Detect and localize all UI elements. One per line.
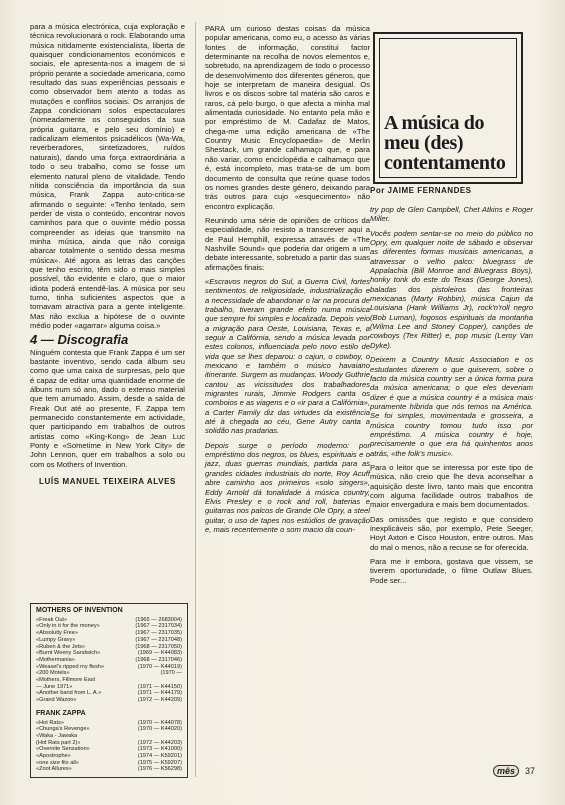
album-title: (Hot Rats part 2)» bbox=[36, 739, 81, 746]
right-paragraph-3: Deixem a Country Music Association e os estudantes dizerem o que quiserem, sobre o facto da música country ser a única forma pura da música americana; o que eles deveriam dizer é que a música country é a música mais puramente híbrida que nós temos na América. Se foi simples, movimentada e grosseira, a música country tomou tudo isso por empréstimo. A música country é hoje, precisamente o que era há quinhentos anos atrás, «the folk's music». bbox=[370, 355, 533, 458]
discography-entry bbox=[36, 630, 182, 637]
album-year-catalog: (1968 — 2317050) bbox=[135, 643, 182, 650]
album-year-catalog: (1972 — K44209) bbox=[137, 697, 182, 704]
album-title: «Ruben & the Jets» bbox=[36, 643, 86, 650]
discography-band-2: FRANK ZAPPA bbox=[36, 709, 86, 717]
album-year-catalog: (1965 — 2683004) bbox=[135, 616, 182, 623]
discography-entry bbox=[36, 664, 182, 671]
album-title: «Hot Rats» bbox=[36, 719, 64, 726]
discography-entry bbox=[36, 670, 182, 677]
discography-heading: 4 — Discografia bbox=[30, 332, 129, 348]
album-title: «Chunga's Revenge» bbox=[36, 726, 90, 733]
article-byline: Por JAIME FERNANDES bbox=[370, 186, 472, 195]
article-title-box bbox=[373, 32, 523, 184]
right-paragraph-5: Das omissões que registo e que considero inexplicáveis são, por exemplo, Pete Seeger, Hoyt Axton e Cisco Houston, entre outros. Mas do mal o menos, não a recuse se for oferecida. bbox=[370, 514, 533, 552]
discography-entry bbox=[36, 740, 182, 747]
middle-paragraph-2: Reunindo uma série de opiniões de críticos da especialidade, não resisto a transcrever aqui a de Paul Hemphill, expressa através de «The Nashville Sound» que poderia dar origem a um debate interessante, sobretudo a partir das suas afirmações finais: bbox=[205, 215, 370, 272]
album-year-catalog: (1970 — K44019) bbox=[137, 663, 182, 670]
right-column bbox=[370, 200, 533, 590]
album-title: «one size fits all» bbox=[36, 759, 79, 766]
discography-list-2 bbox=[36, 720, 182, 774]
right-paragraph-4: Para o leitor que se interessa por este tipo de música, não creio que lhe deva aconselhar a aquisição deste livro, tanto mais que encontra com alguma facilidade outros trabalhos de maior envergadura e mais bem documentados. bbox=[370, 462, 533, 510]
album-title: «Grand Wazoo» bbox=[36, 697, 77, 704]
album-year-catalog: (1967 — 2317035) bbox=[135, 630, 182, 637]
album-year-catalog: (1972 — K44203) bbox=[137, 739, 182, 746]
discography-box bbox=[30, 603, 188, 778]
middle-paragraph-1: PARA um curioso destas coisas da música popular americana, como eu, o acesso às várias fontes de informação, constitui factor determinante na recolha de novos elementos e, sobretudo, na aprendizagem de todo o processo de desenvolvimento dos diferentes géneros, que hoje se interpretam de maneira desigual. Os livros e os discos sobre tal matéria são caros e raros, cá pelo burgo, o que afecta a minha mal alimentada curiosidade. No entanto pela mão e por empréstimo de M. Cadafaz de Matos, chega-me uma edição americana de «The Country Music Encyclopaedia» de Merlin Shestack, um grande calhamaço que, e para não variar, como enciclopédia e calhamaço que é, está incompleto, mas trata-se de um bom documento de consulta que reúne quase todos os nomes grandes deste género, deixando para trás outros para cujo «esquecimento» não encontro explicação. bbox=[205, 24, 370, 211]
article-title: A música do meu (des) contentamento bbox=[384, 112, 506, 174]
discography-entry bbox=[36, 684, 182, 691]
album-title: «Mothers, Fillmore East bbox=[36, 677, 96, 684]
album-year-catalog: (1970 — K44078) bbox=[137, 719, 182, 726]
album-year-catalog: (1976 — K56298) bbox=[137, 766, 182, 773]
album-title: «Another band from L. A.» bbox=[36, 690, 102, 697]
discography-entry bbox=[36, 697, 182, 704]
left-author-byline: LUÍS MANUEL TEIXEIRA ALVES bbox=[39, 477, 176, 487]
discography-entry bbox=[36, 746, 182, 753]
middle-quote-2: Depois surge o período moderno: por empréstimo dos negros, os blues, espirituais e o jazz, duas guerras mundiais, partida para as grandes cidades industriais do norte, Roy Acuff abre caminho aos primeiros «solo singers», Eddy Arnold dá tonalidade à música country, Elvis Presley e o rock and roll, baterias e guitarras nos palcos de Grande Ole Opry, a steel guitar, o uso de tapes nos estúdios de gravação e, mais recentemente o som macio da coun- bbox=[205, 440, 370, 534]
right-paragraph-1: try pop de Glen Campbell, Chet Atkins e Roger Miller. bbox=[370, 205, 533, 224]
magazine-logo: mês bbox=[493, 765, 519, 777]
discography-entry bbox=[36, 766, 182, 773]
album-title: «Absolutly Free» bbox=[36, 630, 78, 637]
album-year-catalog: (1974 — K59201) bbox=[137, 753, 182, 760]
album-year-catalog: (1971 — K44179) bbox=[137, 690, 182, 697]
middle-column bbox=[205, 24, 370, 539]
album-title: «Freak Out» bbox=[36, 616, 68, 623]
discography-entry bbox=[36, 753, 182, 760]
discography-entry bbox=[36, 760, 182, 767]
album-title: «Overnite Sensation» bbox=[36, 746, 90, 753]
album-year-catalog: (1970 — bbox=[160, 670, 182, 677]
left-paragraph-1: para a música electrónica, cuja exploração e técnica revolucionará o rock. Elaborando uma música nitidamente existencialista, liberta de quaisquer condicionamentos económicos e sociais, ele apresenta-nos a imagem de si próprio perante a sociedade americana, como resultado das suas experiências pessoais e como observador bem atento a todas as mutações e conflitos sociais. Os arranjos de Zappa condicionam solos espectaculares (nomeadamente os conseguidos da sua própria guitarra, e pelo seu domínio) e radicalizam elementos psicadélicos (Wa-Wa, reverberadores, sintetizadores, ruídos naturais), dando uma força extraordinária a todo o seu trabalho, como se fosse um elemento natural pleno de vitalidade. Tendo nítida consciência da importância da sua música, Frank Zappa auto-critica-se afirmando o seguinte: «Tenho tentado, sem perder de vista o conteúdo, encontrar novos caminhos para que o ouvinte médio possa compreender as ideias que transmito na minha música, ainda que não consiga abarcar totalmente o sentido dessa mesma música». Até agora as letras das canções que tenho escrito, têm sido o mais simples possível, tão evidente e claro, que o maior idiota poderá entendê-las. A música por seu turno, tinha suficientes aspectos que a tornavam atractiva para a gente inteligente. Mas não exclua a hipótese de o ouvinte médio poder «agarrar» alguma coisa.» bbox=[30, 22, 185, 330]
page-footer bbox=[493, 765, 535, 777]
album-year-catalog: (1973 — K41000) bbox=[137, 746, 182, 753]
album-year-catalog: (1967 — 2317048) bbox=[135, 636, 182, 643]
discography-entry bbox=[36, 657, 182, 664]
left-column bbox=[30, 22, 185, 487]
album-year-catalog: (1969 — K44083) bbox=[137, 650, 182, 657]
right-paragraph-2: Vocês podem sentar-se no meio do público no Opry, em qualquer noite de sábado e observar as diferentes formas musicais americanas, a atravessar o velho palco: bluegrass de Appalachia (Bill Monroe and Bluegrass Boys), honky tonk do este do Texas (George Jones), baladas dos pistoleiros das fronteiras mexicanas (Marty Robbin), música Cajun da Louisiana (Hank Williams Jr), rock'n'roll negro (Bob Luman), fogosos espirituais da montanha (Wilma Lee and Stoney Copper), canções de cowboys (Tex Ritter) e, pop music (Leroy Van Dyke). bbox=[370, 228, 533, 350]
album-title: «Lumpy Gravy» bbox=[36, 636, 76, 643]
page-number: 37 bbox=[524, 766, 535, 776]
discography-entry bbox=[36, 617, 182, 624]
discography-entry bbox=[36, 623, 182, 630]
discography-entry bbox=[36, 650, 182, 657]
discography-entry bbox=[36, 733, 182, 740]
middle-quote-1: «Escravos negros do Sul, a Guerra Civil, fortes sentimentos de religiosidade, industrialização e a necessidade de abandonar o lar na procura de trabalho, tiveram grande efeito numa música que sempre foi simples e localizada. Depois veio a migração para Oeste, Louisiana, Texas e, a seguir a Califórnia, sendo a música levada por estes colonos, influenciada pelo novo estilo de vida que se lhes deparou: o cajun, o cowboy, o mexicano e também o músico havaiano itinerante. Surgem as mudanças. Woody Guthrie cantou as vicissitudes dos trabalhadores migrantes rurais, Jimmie Rodgers canta os comboios e as viagens e o «ir para a Califórnia», a Carter Family diz das virtudes da existência até à chegada ao céu, Gene Autry canta a solidão nas pradarias. bbox=[205, 276, 370, 436]
album-title: «Weasel's ripped my flesh» bbox=[36, 663, 105, 670]
left-paragraph-2: Ninguém contesta que Frank Zappa é um ser bastante inventivo, sendo cada álbum seu como que uma caixa de surpresas, pelo que é capaz de editar uma quantidade enorme de álbuns num só ano, dado o extenso material que tem arrumado. Assim, desde a saída de Freak Out até ao presente, F. Zappa tem permanecido constantemente em actividade, quer participando em trabalhos de outros artistas como «King-Kong» de Jean Luc Ponty e «Sometime in New York City» de John Lennon, quer em trabalhos a solo ou com os Mothers of Invention. bbox=[30, 347, 185, 469]
discography-entry bbox=[36, 637, 182, 644]
discography-list-1 bbox=[36, 617, 182, 704]
album-year-catalog: (1970 — K44020) bbox=[137, 726, 182, 733]
album-title: «Apostrophe» bbox=[36, 753, 71, 760]
album-title: «200 Motels» bbox=[36, 670, 70, 677]
discography-entry bbox=[36, 690, 182, 697]
right-paragraph-6: Para me ir embora, gostava que vissem, se tiverem oportunidade, o filme Outlaw Blues. Pode ser... bbox=[370, 557, 533, 585]
album-title: «Waka - Jawaka bbox=[36, 732, 78, 739]
album-title: «Only in it for the money» bbox=[36, 623, 100, 630]
album-title: «Mothermania» bbox=[36, 656, 75, 663]
album-year-catalog: (1975 — K59207) bbox=[137, 759, 182, 766]
discography-entry bbox=[36, 726, 182, 733]
album-title: «Zoot Allures» bbox=[36, 766, 72, 773]
album-title: «Burnt Weeny Sandwich» bbox=[36, 650, 101, 657]
discography-entry bbox=[36, 720, 182, 727]
album-year-catalog: (1967 — 2317034) bbox=[135, 623, 182, 630]
album-year-catalog: (1968 — 2317046) bbox=[135, 656, 182, 663]
discography-entry bbox=[36, 644, 182, 651]
column-divider bbox=[195, 22, 196, 777]
discography-entry bbox=[36, 677, 182, 684]
album-year-catalog: (1971 — K44150) bbox=[137, 683, 182, 690]
discography-band-1: MOTHERS OF INVENTION bbox=[36, 607, 123, 614]
album-title: — June 1971» bbox=[36, 683, 73, 690]
